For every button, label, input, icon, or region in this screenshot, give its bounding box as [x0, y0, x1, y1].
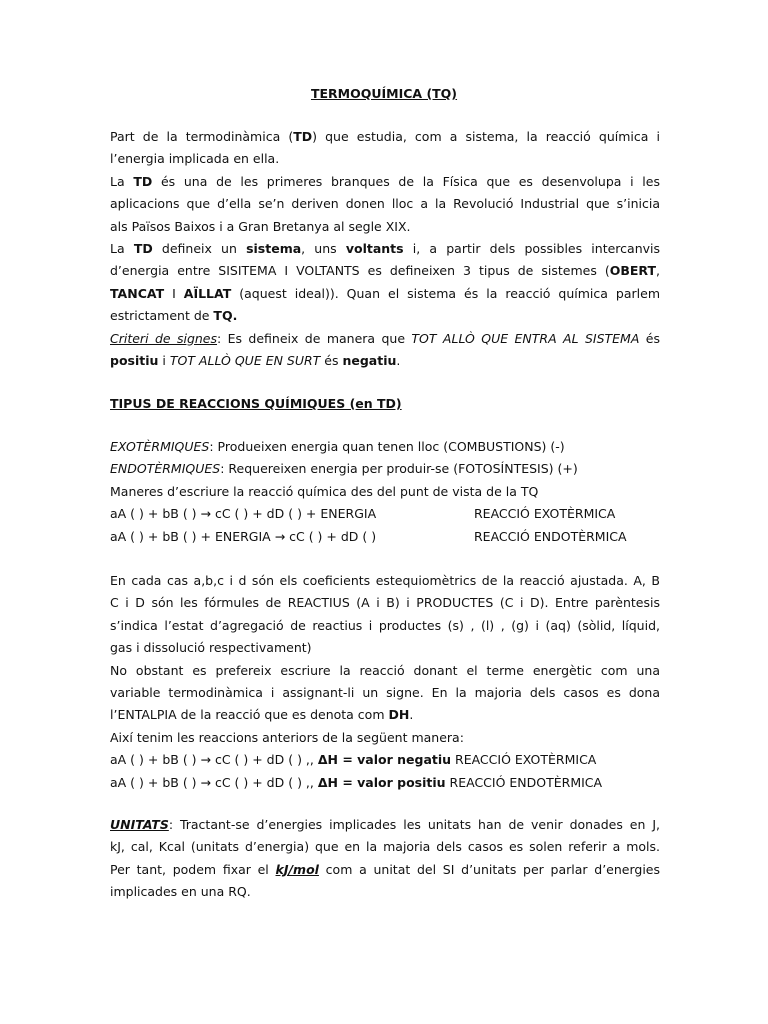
equation: aA ( ) + bB ( ) → cC ( ) + dD ( ) + ENERGIA: [110, 506, 377, 522]
text-line: No obstant es prefereix escriure la reacció donant el terme energètic com una: [110, 662, 660, 678]
explanation-paragraph: [110, 570, 660, 794]
text-line: kJ, cal, Kcal (unitats d’energia) que en la majoria dels casos es solen referir a mols.: [110, 839, 660, 855]
text-line: aplicacions que d’ella se’n deriven donen lloc a la Revolució Industrial que s’inicia: [110, 196, 660, 212]
units-paragraph: [110, 814, 660, 904]
text-line: La TD defineix un sistema, uns voltants i, a partir dels possibles intercanvis: [110, 240, 660, 256]
text-line: gas i dissolució respectivament): [110, 640, 312, 656]
equation-row: aA ( ) + bB ( ) → cC ( ) + dD ( ) ,, ΔH = valor negatiu REACCIÓ EXOTÈRMICA: [110, 752, 597, 768]
text-line: s’indica l’estat d’agregació de reactius i productes (s) , (l) , (g) i (aq) (sòlid, líquid,: [110, 617, 660, 633]
text-line: En cada cas a,b,c i d són els coeficients estequiomètrics de la reacció ajustada. A, B: [110, 573, 660, 588]
text-line: Així tenim les reaccions anteriors de la següent manera:: [110, 729, 464, 745]
equation-row: [110, 503, 660, 525]
text-line: UNITATS: Tractant-se d’energies implicades les unitats han de venir donades en J,: [110, 817, 660, 832]
reaction-types: [110, 436, 660, 548]
text-line: EXOTÈRMIQUES: Produeixen energia quan tenen lloc (COMBUSTIONS) (-): [110, 439, 565, 454]
text-line: l’ENTALPIA de la reacció que es denota com DH.: [110, 707, 414, 723]
text-line: estrictament de TQ.: [110, 308, 238, 324]
text-line: ENDOTÈRMIQUES: Requereixen energia per produir-se (FOTOSÍNTESIS) (+): [110, 461, 578, 477]
text-line: implicades en una RQ.: [110, 884, 251, 900]
text-line: C i D són les fórmules de REACTIUS (A i B) i PRODUCTES (C i D). Entre parèntesis: [110, 595, 660, 611]
text-line: La TD és una de les primeres branques de la Física que es desenvolupa i les: [110, 173, 660, 189]
text-line: Part de la termodinàmica (TD) que estudia, com a sistema, la reacció química i: [110, 129, 660, 144]
text-line: d’energia entre SISITEMA I VOLTANTS es defineixen 3 tipus de sistemes (OBERT,: [110, 263, 660, 279]
text-line: Per tant, podem fixar el kJ/mol com a unitat del SI d’unitats per parlar d’energies: [110, 861, 661, 877]
text-line: positiu i TOT ALLÒ QUE EN SURT és negatiu.: [110, 352, 401, 368]
intro-paragraph: [110, 126, 660, 372]
text-line: als Països Baixos i a Gran Bretanya al segle XIX.: [110, 218, 411, 234]
equation-label: REACCIÓ EXOTÈRMICA: [474, 506, 616, 522]
equation: aA ( ) + bB ( ) + ENERGIA → cC ( ) + dD ( ): [110, 528, 377, 544]
text-line: Criteri de signes: Es defineix de manera que TOT ALLÒ QUE ENTRA AL SISTEMA és: [110, 330, 660, 346]
text-line: variable termodinàmica i assignant-li un signe. En la majoria dels casos es dona: [110, 684, 660, 700]
equation-row: aA ( ) + bB ( ) → cC ( ) + dD ( ) ,, ΔH = valor positiu REACCIÓ ENDOTÈRMICA: [110, 774, 603, 790]
text-line: TANCAT I AÏLLAT (aquest ideal)). Quan el sistema és la reacció química parlem: [110, 285, 660, 301]
equation-label: REACCIÓ ENDOTÈRMICA: [474, 528, 627, 544]
section-heading: TIPUS DE REACCIONS QUÍMIQUES (en TD): [110, 396, 402, 411]
text-line: l’energia implicada en ella.: [110, 151, 280, 167]
document-title: TERMOQUÍMICA (TQ): [310, 86, 458, 101]
equation-row: [110, 526, 660, 548]
text-line: Maneres d’escriure la reacció química des del punt de vista de la TQ: [110, 483, 539, 499]
